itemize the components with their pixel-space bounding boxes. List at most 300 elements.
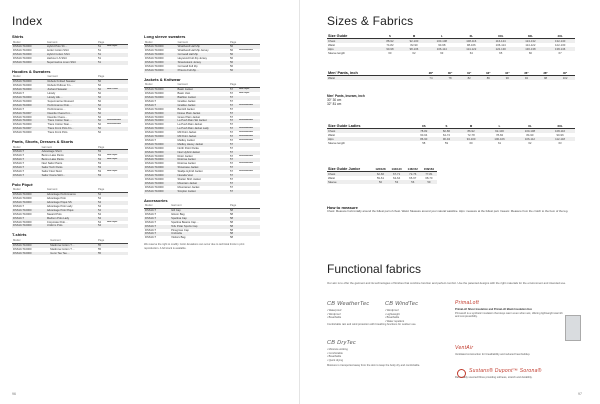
index-column-header: Garment [176,83,229,87]
index-cell: Supermarine Linen Shirt [46,61,97,65]
index-cell: La Push Rain Jacket [177,123,203,127]
size-cell: 59 [421,180,437,184]
index-cell: La Push Rain Jacket Lady [176,127,229,131]
size-row-label: Hips [327,137,412,141]
index-cell: Mil Point Jacket [176,135,229,139]
index-row [12,61,128,65]
status-tag: Discontinued [238,104,260,108]
index-cell: DSS10-T [145,228,157,232]
size-column-header: 3XL [516,34,546,39]
status-tag [106,252,128,256]
sorona-icon [457,369,466,378]
index-cell: 52 [97,96,106,100]
index-cell: 54 [97,193,106,197]
size-guide [327,34,575,55]
index-cell: DSS10-T10000 [12,201,46,205]
index-cell: 52 [97,112,106,116]
index-cell: 51 [98,57,101,61]
index-cell: Gunn Tee Tee… [49,252,97,256]
ventair-text: Ventilated construction for breathability and reduced heat buildup. [455,353,531,356]
size-column-header: L [427,34,457,39]
status-tag [106,224,128,228]
index-cell: 54 [97,217,106,221]
index-cell: DSS10-T10000 [144,151,176,155]
status-tag: Discontinued [239,131,253,134]
size-cell: 68-70 [425,176,433,180]
index-cell: DSS10-T10000 [144,96,176,100]
status-tag: New Color [106,88,128,92]
how-to-measure [327,205,575,214]
size-cell: 106-114 [495,43,506,47]
size-cell: 56 [405,180,421,184]
index-section-title: Hoodies & Sweaters [12,68,51,74]
size-column-header: 31" [460,71,479,76]
size-column-header: L [484,124,514,129]
index-cell: 56 [229,53,238,57]
index-cell: Wraithwell Half Zip [177,45,229,49]
size-cell: 114-122 [525,43,536,47]
index-cell: DSS10-T10000 [12,252,49,256]
index-cell: DSS10-T [12,150,41,154]
size-column-header: M [401,34,427,39]
index-cell: DSS10-T10000 [145,154,164,158]
size-cell: 98 [536,76,555,81]
index-cell: 57 [229,112,238,116]
inseam-title: Men' Pants, Inseam, inch [327,94,365,98]
size-cell: 106-114 [427,47,457,51]
size-row-label: Chest [327,172,372,177]
index-section-title: Shirts [12,34,24,39]
index-cell: DSS10-T [145,99,157,103]
size-cell: 82-90 [410,43,418,47]
size-table-title: Size Guide [327,34,379,39]
index-cell: DSS10-T10000 [12,61,46,65]
weathertec-text: Comfortable rain and wind protection with breathing functions for outdoor use. [327,322,417,326]
primaloft-text: PrimaLoft is a synthetic insulation that stays warm even when wet, offering lightweight warmth and compressibility. [455,311,563,318]
index-cell: DSS10-T10000 [12,45,46,49]
index-cell: Hybrid Cotton Shirt [46,53,97,57]
index-cell: DSS10-T10000 [145,64,164,68]
index-cell: Advantage Short [41,150,97,154]
index-cell: DSS10-T10000 [12,80,46,84]
size-cell: 74 [421,76,440,81]
size-cell: 59-61 [376,176,385,180]
index-cell: DSS10-T10000 [12,96,46,100]
windtec-bullet-4: • Water repellent [385,319,405,323]
drytec-bullet-2: • Comfortable [327,351,343,355]
index-column-header: Garment [46,188,97,192]
index-cell: DSS10-T10000 [13,220,32,224]
index-cell: 53 [97,158,106,162]
index-column-header: Page [230,40,237,44]
index-cell: 57 [230,115,233,119]
windtec-logo: CB WindTec [385,301,419,307]
index-cell: Bermu Lake Pants [41,154,64,158]
ventair-logo: VentAir [455,345,474,351]
index-cell: Gill Cap [170,209,229,213]
index-cell: DSS10-T10000 [145,49,164,53]
index-cell: DSS10-T10000 [13,49,32,53]
index-column-header: Model [12,188,46,192]
status-tag: New Style [239,92,250,95]
index-cell: Dosse Plain Jacket [176,112,229,116]
size-column-header: 34" [498,71,517,76]
index-cell: Trans Front Polo Kn… [46,127,97,131]
index-cell: Dauntle Overa Kni… [46,112,97,116]
index-cell: Corporate Polo… [46,220,68,224]
size-cell: 60-64 [420,133,428,137]
size-column-header: 122/128 [372,167,388,172]
index-table [12,75,128,135]
index-cell: Bat Hill Jacket [177,107,195,111]
index-cell: DSS10-T10000 [13,123,32,127]
index-column-header: Page [230,204,237,208]
index-cell: DSS10-T [144,209,170,213]
index-cell: 57 [230,107,233,111]
ladies-size-table [327,124,575,145]
index-column-header: Garment [170,204,229,208]
index-cell: DSS10-T10000 [13,99,32,103]
size-cell: 94-100 [458,137,485,141]
size-cell: 100-106 [484,137,514,141]
drytec-text: Moisture is transported away from the skin to keep the body dry and comfortable. [327,364,420,367]
primaloft-heading: PrimaLoft Silver Insulation and PrimaLoft Black Insulation Eco [455,308,533,311]
status-tag [238,236,260,240]
index-cell: 57 [230,92,233,96]
size-column-header: S [435,124,458,129]
index-column-header: Page [98,238,105,242]
status-tag: New Style [107,220,118,223]
index-cell: Sailor Flexi Skort [41,169,62,173]
index-cell: DSS10-T [145,236,157,240]
index-cell: Trans Cotton Stan… [47,123,72,127]
size-cell: 53 [389,180,405,184]
index-column-header: Page [98,188,105,192]
drytec-logo: CB DryTec [327,340,357,346]
index-cell: 52 [98,99,101,103]
index-section-title: Polo Piqué [12,181,33,187]
index-cell: Prisons Full Zip… [177,69,229,73]
size-row-label: Waist [327,76,421,81]
junior-guide [327,167,437,184]
size-cell: 92-100 [401,39,427,44]
size-row-label: Waist [328,43,335,47]
size-cell: 112-118 [545,137,575,141]
weathertec-bullet-2: • Windproof [327,312,341,316]
index-cell: Advantage Polo [46,197,66,201]
index-cell: Gradiso Jacket [176,104,229,108]
index-cell: 57 [229,104,238,108]
index-cell: 56 [230,64,233,68]
index-cell: DSS10-T10000 [12,119,46,123]
index-cell: Nevada Vest [176,174,229,178]
index-cell: DSS10-T [12,217,46,221]
size-cell: 100-108 [515,129,545,134]
size-cell: 72-76 [405,172,421,177]
index-cell: DSS10-T [13,162,25,166]
mens-pants-table [327,71,575,80]
index-cell: DSS10-T10000 [13,247,32,251]
index-cell: DSS10-T10000 [144,158,176,162]
index-cell: Cornwall Full Zip [177,64,198,68]
size-cell: 78-82 [412,129,435,134]
index-cell: Biathlon Jacket [176,96,229,100]
index-cell: 56 [230,57,233,61]
windtec-block [385,301,437,323]
index-cell: Cornwall Half Zip [177,53,229,57]
index-cell: Trans Front Polo [47,131,68,135]
status-tag: New Style [106,45,128,49]
size-cell: 60 [388,51,392,55]
index-column-header: Page [230,83,237,87]
how-to-measure-text: Chest: Measure horizontally around the fullest part of chest. Waist: Measure around your natural waistline. Hips: measure at the fullest part. Inseam: Measure from the crotch to the hem of the leg. [327,209,569,213]
index-cell: Hybrid Polo Sh… [46,45,97,49]
index-cell: 57 [230,154,233,158]
size-cell: 72-78 [467,133,475,137]
status-tag: Discontinued [239,154,253,157]
index-cell: 52 [98,131,101,135]
index-column-header: Page [98,145,105,149]
sorona-logo: Sustans® Dupont™ Sorona® [469,368,542,374]
size-table-title: Men' Pants, inch [327,71,421,76]
size-column-header: 33" [479,71,498,76]
size-cell: 78 [441,76,460,81]
sorona-text: Renewably sourced fibres providing softness, stretch and durability. [455,376,533,379]
size-column-header: 146/152 [405,167,421,172]
index-cell: DSS10-T10000 [144,45,177,49]
size-cell: 74-82 [386,43,394,47]
index-cell: 58 [229,209,238,213]
index-cell: Rebels Pullover Kn… [47,84,74,88]
size-column-header: 30" [441,71,460,76]
size-cell: 67 [558,51,562,55]
size-table-title: Size Guide Ladies [327,124,412,129]
index-cell: DSS10-T10000 [12,193,46,197]
size-cell: 50 [372,180,388,184]
index-cell: Advantage Performance [46,193,97,197]
size-row-label: Hips [327,47,379,51]
index-cell: Performance… [47,107,66,111]
size-column-header: 36" [517,71,536,76]
index-table [144,41,260,73]
sorona-block [455,368,579,380]
index-column-header: Model [144,83,176,87]
index-cell: DSS10-T [144,225,170,229]
index-cell: DSS10-T10000 [144,112,176,116]
index-cell: Mountainer Jacket [177,185,200,189]
index-cell: DSS10-T10000 [13,212,32,216]
size-cell: 100-108 [427,39,457,44]
size-cell: 77-81 [421,172,437,177]
size-cell: 90-96 [556,133,564,137]
index-row [12,224,128,228]
size-cell: 64-72 [442,133,451,137]
size-cell: 65-67 [409,176,417,180]
index-cell: DSS10-T [144,232,170,236]
index-cell: DSS10-T10000 [13,115,32,119]
index-cell: Showcase Jacket [176,166,229,170]
size-row [327,180,437,184]
index-cell: DSS10-T10000 [12,104,46,108]
index-table [144,204,260,240]
size-cell: 86-90 [412,137,435,141]
index-cell: Hoody Hik… [46,96,97,100]
size-cell: 92-100 [484,129,514,134]
page-number-right: 97 [578,392,582,396]
index-cell: DSS10-T10000 [144,135,176,139]
index-cell: 54 [98,197,101,201]
index-section-title: Accessories [144,197,168,203]
status-tag [238,69,260,73]
size-column-header: 40" [555,71,575,76]
index-cell: DSS10-T10000 [144,119,176,123]
index-cell: DSS10-T10000 [13,131,32,135]
index-table [144,83,260,193]
index-column-header: Model [12,239,49,243]
index-cell: Sailor Overa Skirt… [41,174,97,178]
index-cell: Sailor Tech Pants [41,166,97,170]
index-cell: 54 [97,201,106,205]
index-cell: 53 [97,174,106,178]
status-tag: Discontinued [239,162,253,165]
index-cell: 57 [230,131,233,135]
status-tag: Discontinued [239,49,253,52]
index-cell: 56 [230,49,233,53]
size-cell: 62-64 [393,176,401,180]
index-cell: Tofu Polar Sports Cap [170,225,229,229]
index-column-header: Garment [46,75,97,79]
index-cell: Trans Cotton Stan… [46,119,97,123]
index-cell: Advantage Piqué SS [46,201,97,205]
size-cell: 114-122 [457,47,486,51]
size-cell: 82 [460,76,479,81]
index-column-header: Page [98,40,105,44]
status-tag [106,174,128,178]
size-cell: 86 [479,76,498,81]
status-tag: Discontinued [239,138,253,141]
index-cell: DSS10-T10000 [144,166,176,170]
index-cell: Basin Jacket [176,88,229,92]
index-cell: Supermarine Dressed [47,99,74,103]
index-row [144,69,260,73]
size-cell: 62-66 [372,172,388,177]
index-cell: DSS10-T10000 [13,57,32,61]
index-cell: 56 [229,69,238,73]
index-cell: 54 [98,220,101,224]
size-cell: 102 [555,76,575,81]
index-cell: Basin Vest [177,92,191,96]
index-cell: DSS10-T10000 [145,185,164,189]
index-cell: DSS10-T10000 [144,174,176,178]
index-row [12,131,128,135]
index-cell: Dauntle Overa… [47,115,68,119]
index-cell: 57 [229,135,238,139]
size-cell: 58 [422,141,426,145]
weathertec-logo: CB WeatherTec [327,301,370,307]
index-section-title: T-shirts [12,232,27,238]
size-cell: 90-94 [435,137,458,141]
ventair-block [455,345,579,357]
index-cell: 52 [97,88,106,92]
size-column-header: XL [457,34,486,39]
index-cell: Madrona Cotton T… [49,243,97,247]
index-cell: 52 [97,104,106,108]
index-cell: Advantage Polo Lady [46,204,73,208]
index-cell: DSS10-T10000 [12,209,46,213]
size-cell: 60 [469,141,473,145]
index-cell: 54 [97,224,106,228]
index-cell: 51 [97,53,106,57]
index-cell: 51 [97,45,106,49]
index-cell: Rotor Jacket [177,154,193,158]
index-cell: 57 [229,151,238,155]
size-cell: 86-92 [458,129,485,134]
size-cell: 98-106 [466,43,476,47]
size-row [327,51,575,55]
sizes-title: Sizes & Fabrics [327,14,414,28]
size-cell: 94 [517,76,536,81]
index-cell: Mountain Jacket [176,182,229,186]
index-cell: DSS10-T10000 [13,84,32,88]
index-cell: 58 [229,225,238,229]
index-cell: Navard Polo [46,212,62,216]
index-cell: 53 [97,150,106,154]
index-cell: DSS10-T10000 [145,107,164,111]
index-cell: 57 [230,146,233,150]
index-cell: Uniform Polo [46,224,97,228]
index-cell: Nevi Sailor Pants [41,162,63,166]
size-row [327,76,575,81]
size-cell: 98-106 [401,47,427,51]
weathertec-bullet-3: • Breathable [327,316,342,319]
size-cell: 66 [528,51,532,55]
index-cell: 52 [98,123,101,127]
index-cell: 52 [98,115,101,119]
index-cell: DSS10-T10000 [145,115,164,119]
index-cell: 52 [97,127,106,131]
size-cell: 138-146 [545,47,575,51]
index-cell: DSS10-T10000 [144,143,176,147]
size-cell: 122-130 [486,47,516,51]
status-tag: New Style [107,154,118,157]
index-cell: 55 [97,243,106,247]
size-cell: 108-116 [545,129,575,134]
fabrics-title: Functional fabrics [327,262,422,276]
size-row-label: Sleeve length [328,141,345,145]
index-cell: 57 [229,190,238,194]
index-cell: 54 [98,204,101,208]
status-tag: Discontinued [238,135,260,139]
size-row-label: Waist [328,133,335,137]
size-cell: 90-98 [438,43,446,47]
size-column-header: XXL [545,124,575,129]
index-cell: DSS10-T10000 [144,69,177,73]
size-cell: 59 [444,141,449,145]
index-cell: DSS10-T [145,212,157,216]
size-column-header: S [379,34,401,39]
index-cell: 58 [230,212,233,216]
index-table [12,188,128,228]
index-cell: 54 [98,212,101,216]
index-column-header: Garment [41,146,97,150]
mens-pants [327,71,575,80]
size-row-label: Waist [328,176,335,180]
size-row [327,141,575,145]
index-cell: Wraithwell Half Zip Jersey [177,49,209,53]
index-cell: Spartina Cap [170,217,229,221]
index-cell: 53 [98,169,101,173]
index-column-header: Model [144,204,170,208]
